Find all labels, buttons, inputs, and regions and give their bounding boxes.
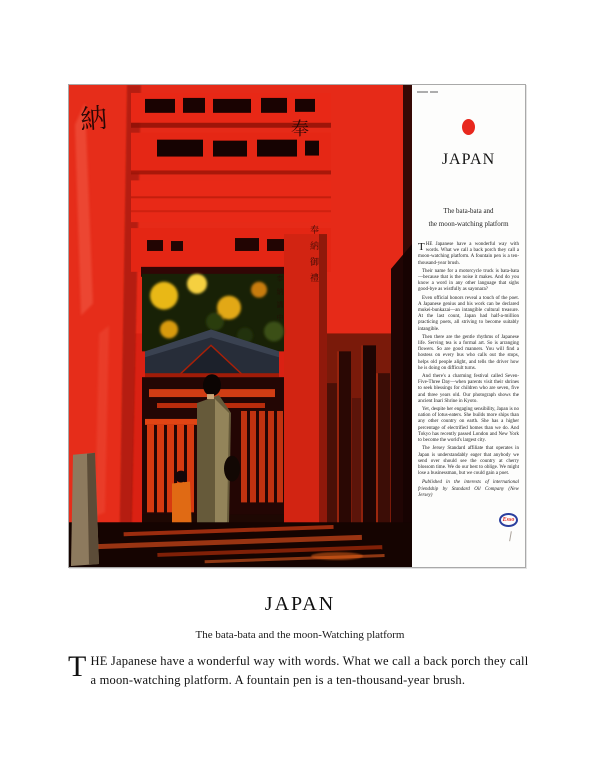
ad-paragraph: Then there are the gentle rhythms of Japanese life. Serving tea is a formal art. So is arranging flowers. So are good manners. You will find a hostess on every bus who calls out the stops, helps old people alight, and tells the driver how he is doing on difficult turns. xyxy=(418,334,519,371)
ad-paragraph: The Jersey Standard affiliate that operates in Japan is understandably eager that anybody we send over should see the country at cherry blossom time. We do our best to oblige. We might lose a businessman, but we could gain a poet. xyxy=(418,446,519,477)
caption-subtitle: The bata-bata and the moon-Watching platform xyxy=(195,629,405,641)
ad-title: JAPAN xyxy=(441,151,496,168)
gate-inscription-column-b: 奉納講中 xyxy=(276,275,284,327)
caption-dropcap: T xyxy=(68,650,87,683)
ad-body-copy xyxy=(418,242,519,499)
ad-dropcap: T xyxy=(418,241,425,253)
gate-inscription-column-a: 奉納御禮 xyxy=(308,225,318,289)
ad-text-panel xyxy=(412,85,525,567)
magazine-ad xyxy=(68,84,526,568)
ad-subtitle xyxy=(418,205,519,231)
gate-inscription-left: 納 xyxy=(79,103,109,136)
ad-paragraph: Their name for a motorcycle truck is bata-bata—because that is the noise it makes. And do you know a word in any other language that sighs good-bye as wistfully as sayonara? xyxy=(418,268,519,293)
publisher-note: Published in the interests of international friendship by Standard Oil Company (New Jersey) xyxy=(418,480,519,498)
ad-subtitle-line2: the moon-watching platform xyxy=(428,220,509,228)
torii-photo-art xyxy=(69,85,412,567)
photo-credit-mark xyxy=(417,91,438,93)
esso-logo-label: Esso xyxy=(502,517,515,523)
caption-body: THE Japanese have a wonderful way with words. What we call a back porch they call a moon-watching platform. A fountain pen is a ten-thousand-year brush. xyxy=(68,650,529,687)
japan-flag-dot xyxy=(462,119,475,135)
ad-subtitle-line1: The bata-bata and xyxy=(443,207,494,215)
signature-mark xyxy=(506,531,512,542)
caption-title: JAPAN xyxy=(264,593,336,615)
ad-paragraph: And there's a charming festival called Seven-Five-Three Day—when parents visit their shrines to seek blessings for children who are seven, five and three years old. Our photograph shows the ancient Inari Shrine in Kyoto. xyxy=(418,374,519,404)
gate-inscription-right: 奉 xyxy=(291,119,309,140)
ad-paragraph: Yet, despite her engaging sensibility, Japan is no nation of lotus-eaters. She builds more ships than any other country on earth. She has a higher percentage of electrified homes than we do. And Tokyo has recently passed London and New York to become the world's largest city. xyxy=(418,407,519,444)
ad-paragraph: THE Japanese have a wonderful way with words. What we call a back porch they call a moon-watching platform. A fountain pen is a ten-thousand-year brush. xyxy=(418,241,519,266)
torii-gates-photo xyxy=(69,85,412,567)
esso-logo xyxy=(499,513,518,527)
ad-paragraph: Even official honors reveal a touch of the poet. A Japanese genius and his work can be declared mukei-bunkazai—an intangible cultural treasure. At the last count, Japan had half-a-million practicing poets, all striving to become suitably intangible. xyxy=(418,295,519,332)
